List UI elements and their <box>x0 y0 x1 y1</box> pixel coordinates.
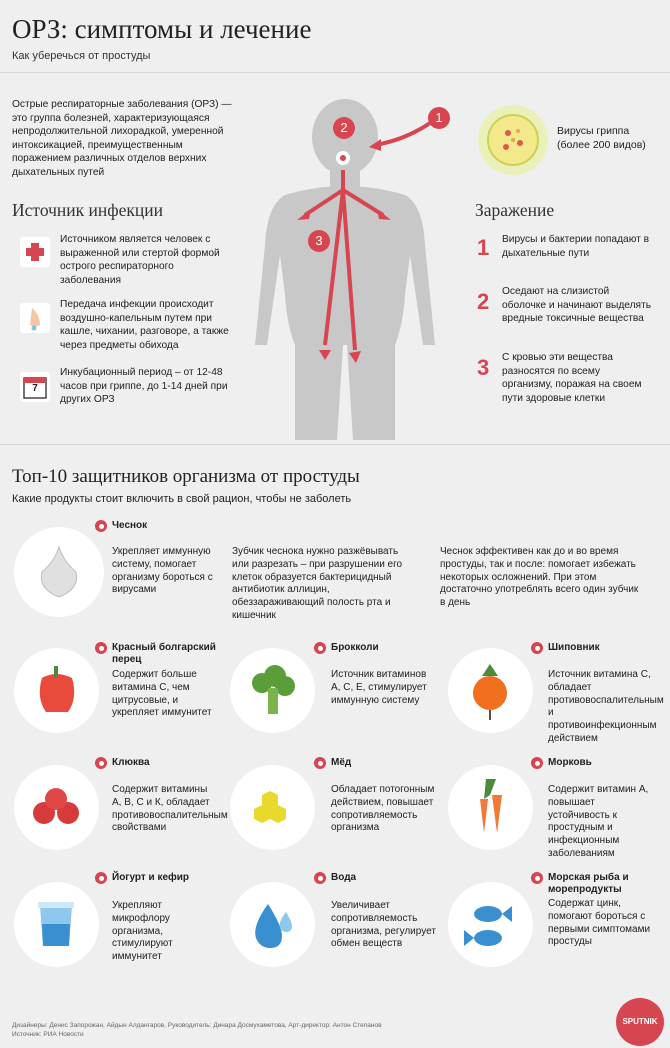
pepper-image <box>14 648 99 733</box>
cranberry-image <box>14 765 99 850</box>
yogurt-icon <box>14 882 99 967</box>
marker-3: 3 <box>308 230 330 252</box>
bullet <box>531 642 543 654</box>
human-body-illustration <box>245 95 460 440</box>
sputnik-logo: SPUTNIK <box>616 998 664 1046</box>
food-desc-0: Содержит больше витамина С, чем цитрусовые, и укрепляет иммунитет <box>112 669 212 719</box>
food-desc-1: Источник витаминов А, С, Е, стимулирует иммунную систему <box>331 669 427 706</box>
infection-step-num-2: 2 <box>477 289 490 314</box>
page-title: ОРЗ: симптомы и лечение <box>12 14 312 44</box>
infection-step-num-1: 1 <box>477 235 490 260</box>
food-name-8: Морская рыба и морепродукты <box>548 872 629 895</box>
bullet <box>95 757 107 769</box>
food-desc-4: Обладает потогонным действием, повышает сопротивляемость организма <box>331 784 435 834</box>
garlic-col2: Зубчик чеснока нужно разжёвывать или разрезать – при разрушении его клеток образуется бактерицидный антибиотик аллицин, обеззараживающий полость рта и кишечник <box>232 546 403 621</box>
source-item-1: Источником является человек с выраженной или стертой формой острого респираторного заболевания <box>60 234 220 286</box>
bullet <box>531 757 543 769</box>
bullet <box>314 642 326 654</box>
garlic-image <box>14 527 104 617</box>
food-name-5: Морковь <box>548 757 592 768</box>
fish-icon <box>448 882 533 967</box>
rosehip-image <box>448 648 533 733</box>
source-heading: Источник инфекции <box>12 200 163 220</box>
red-cross-icon <box>20 237 50 267</box>
footer-source: Источник: РИА Новости <box>12 1031 84 1038</box>
infection-step-num-3: 3 <box>477 355 490 380</box>
fish-image <box>448 882 533 967</box>
food-desc-6: Укрепляют микрофлору организма, стимулируют иммунитет <box>112 900 173 963</box>
carrot-image <box>448 765 533 850</box>
infection-step-1: Вирусы и бактерии попадают в дыхательные пути <box>502 234 650 259</box>
food-name-2: Шиповник <box>548 642 600 653</box>
water-drop-icon <box>230 882 315 967</box>
infection-heading: Заражение <box>475 200 555 220</box>
rosehip-icon <box>448 648 533 733</box>
broccoli-image <box>230 648 315 733</box>
food-name-6: Йогурт и кефир <box>112 872 190 883</box>
food-desc-8: Содержат цинк, помогают бороться с первыми симптомами простуды <box>548 898 651 948</box>
water-image <box>230 882 315 967</box>
broccoli-icon <box>230 648 315 733</box>
food-name-garlic: Чеснок <box>112 520 148 531</box>
food-name-0: Красный болгарский перец <box>112 642 216 665</box>
bullet <box>95 872 107 884</box>
food-name-1: Брокколи <box>331 642 379 653</box>
food-name-3: Клюква <box>112 757 150 768</box>
source-item-2: Передача инфекции происходит воздушно-капельным путем при кашле, чихании, разговоре, а также через предметы обихода <box>60 299 229 351</box>
calendar-day: 7 <box>32 383 38 394</box>
food-desc-3: Содержит витамины А, В, С и К, обладает противовоспалительным свойствами <box>112 784 228 834</box>
cranberry-icon <box>14 765 99 850</box>
sneezing-nose-icon <box>20 303 50 333</box>
garlic-icon <box>14 527 104 617</box>
intro-text: Острые респираторные заболевания (ОРЗ) — это группа болезней, характеризующаяся непродолжительной лихорадкой, умеренной интоксикацией, преимущественным поражением различных отделов верхних дыхательных путей <box>12 99 232 178</box>
garlic-col3: Чеснок эффективен как до и во время простуды, так и после: помогает избежать некоторых осложнений. При этом достаточно употреблять всего один зубчик в день <box>440 546 639 609</box>
footer-credits: Дизайнеры: Денис Запорожан, Айдын Алдангаров, Руководитель: Динара Досмухаметова, Арт-директор: Антон Степанов <box>12 1022 382 1029</box>
honeycomb-icon <box>230 765 315 850</box>
carrot-icon <box>448 765 533 850</box>
bullet <box>95 642 107 654</box>
bullet <box>531 872 543 884</box>
honey-image <box>230 765 315 850</box>
top10-subtitle: Какие продукты стоит включить в свой рацион, чтобы не заболеть <box>12 493 352 505</box>
calendar-icon <box>20 372 50 402</box>
divider <box>0 444 670 445</box>
bullet <box>95 520 107 532</box>
infection-step-3: С кровью эти вещества разносятся по всему организму, поражая на своем пути здоровые клетки <box>502 352 642 404</box>
pepper-icon <box>14 648 99 733</box>
food-name-7: Вода <box>331 872 357 883</box>
yogurt-image <box>14 882 99 967</box>
virus-label: Вирусы гриппа (более 200 видов) <box>557 125 646 151</box>
page-subtitle: Как уберечься от простуды <box>12 50 151 62</box>
top10-title: Топ-10 защитников организма от простуды <box>12 466 360 487</box>
bullet <box>314 872 326 884</box>
food-desc-garlic: Укрепляет иммунную систему, помогает организму бороться с вирусами <box>112 546 213 596</box>
marker-2: 2 <box>333 117 355 139</box>
food-desc-7: Увеличивает сопротивляемость организма, регулирует обмен веществ <box>331 900 436 950</box>
infection-step-2: Оседают на слизистой оболочке и начинают выделять вредные токсичные вещества <box>502 286 652 325</box>
source-item-3: Инкубационный период – от 12-48 часов при гриппе, до 1-14 дней при других ОРЗ <box>60 367 228 406</box>
food-desc-2: Источник витамина С, обладает противовоспалительным и противоинфекционным действием <box>548 669 664 744</box>
divider <box>0 72 670 73</box>
virus-icon <box>476 103 550 177</box>
bullet <box>314 757 326 769</box>
food-desc-5: Содержит витамин А, повышает устойчивость к простудным и инфекционным заболеваниям <box>548 784 649 859</box>
food-name-4: Мёд <box>331 757 352 768</box>
marker-1: 1 <box>428 107 450 129</box>
